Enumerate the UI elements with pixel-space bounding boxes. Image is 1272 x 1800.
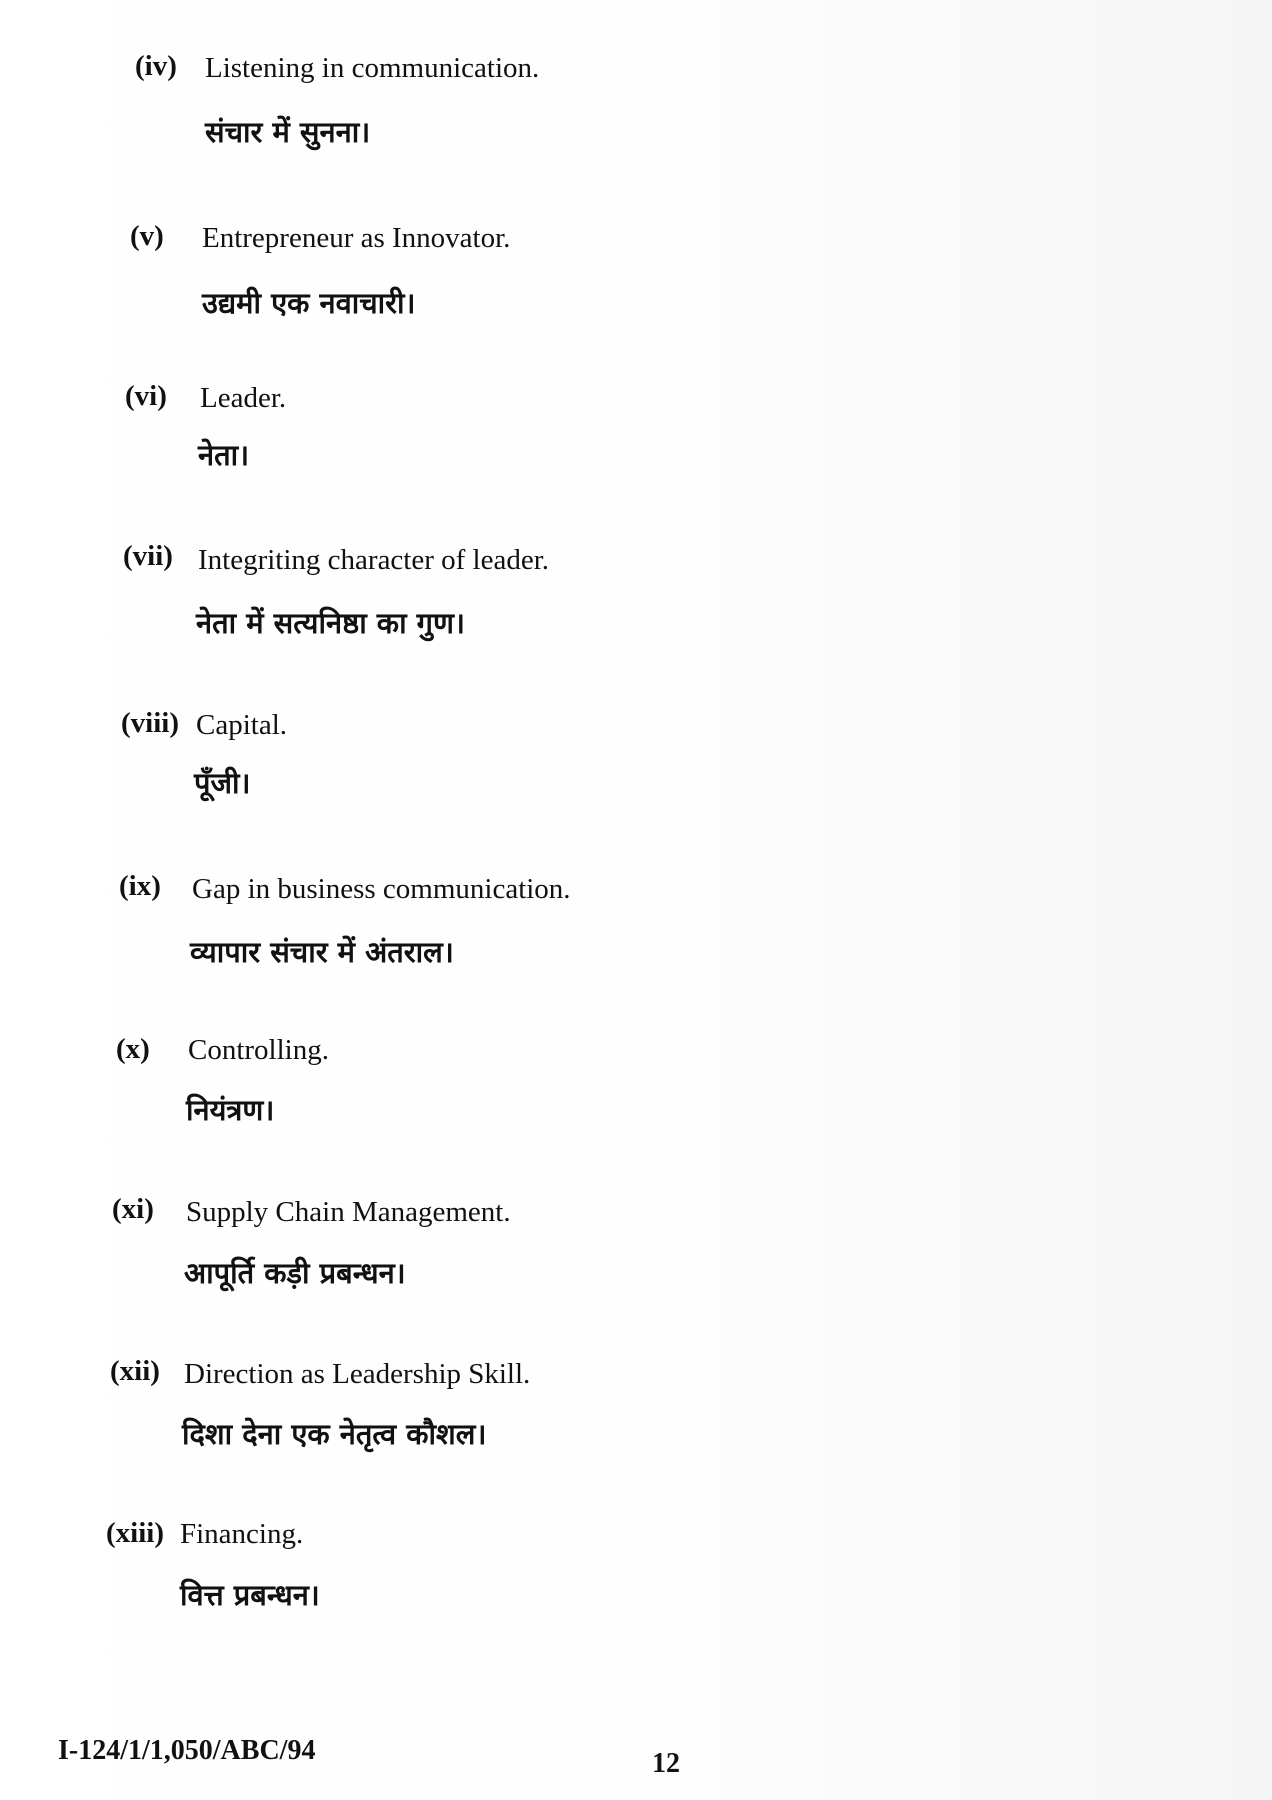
item-number: (iv)	[135, 50, 177, 82]
item-english-text: Leader.	[200, 382, 287, 414]
item-number: (x)	[116, 1033, 150, 1065]
item-hindi-text: वित्त प्रबन्धन।	[180, 1578, 320, 1612]
item-number: (vii)	[123, 540, 173, 572]
paper-code: I-124/1/1,050/ABC/94	[58, 1735, 316, 1766]
item-hindi-text: नेता।	[198, 438, 250, 472]
item-hindi-text: दिशा देना एक नेतृत्व कौशल।	[182, 1417, 487, 1451]
item-hindi-text: आपूर्ति कड़ी प्रबन्धन।	[184, 1256, 406, 1290]
item-english-text: Supply Chain Management.	[186, 1196, 511, 1228]
item-number: (xi)	[112, 1193, 154, 1225]
item-english-text: Direction as Leadership Skill.	[184, 1358, 531, 1390]
item-number: (vi)	[125, 380, 167, 412]
item-number: (v)	[130, 220, 164, 252]
item-english-text: Financing.	[180, 1518, 304, 1550]
item-english-text: Listening in communication.	[205, 52, 540, 84]
item-english-text: Capital.	[196, 709, 288, 741]
item-number: (viii)	[121, 707, 179, 739]
item-english-text: Entrepreneur as Innovator.	[202, 222, 511, 254]
item-english-text: Gap in business communication.	[192, 873, 571, 905]
item-number: (ix)	[119, 870, 161, 902]
item-english-text: Integriting character of leader.	[198, 544, 550, 576]
item-english-text: Controlling.	[188, 1034, 329, 1066]
item-hindi-text: संचार में सुनना।	[205, 115, 371, 149]
item-number: (xii)	[110, 1355, 160, 1387]
item-hindi-text: पूँजी।	[194, 766, 251, 800]
item-hindi-text: उद्यमी एक नवाचारी।	[202, 286, 416, 320]
item-hindi-text: नेता में सत्यनिष्ठा का गुण।	[196, 606, 465, 640]
item-hindi-text: नियंत्रण।	[186, 1093, 275, 1127]
item-hindi-text: व्यापार संचार में अंतराल।	[190, 935, 454, 969]
item-number: (xiii)	[106, 1517, 164, 1549]
page-number: 12	[652, 1748, 680, 1779]
